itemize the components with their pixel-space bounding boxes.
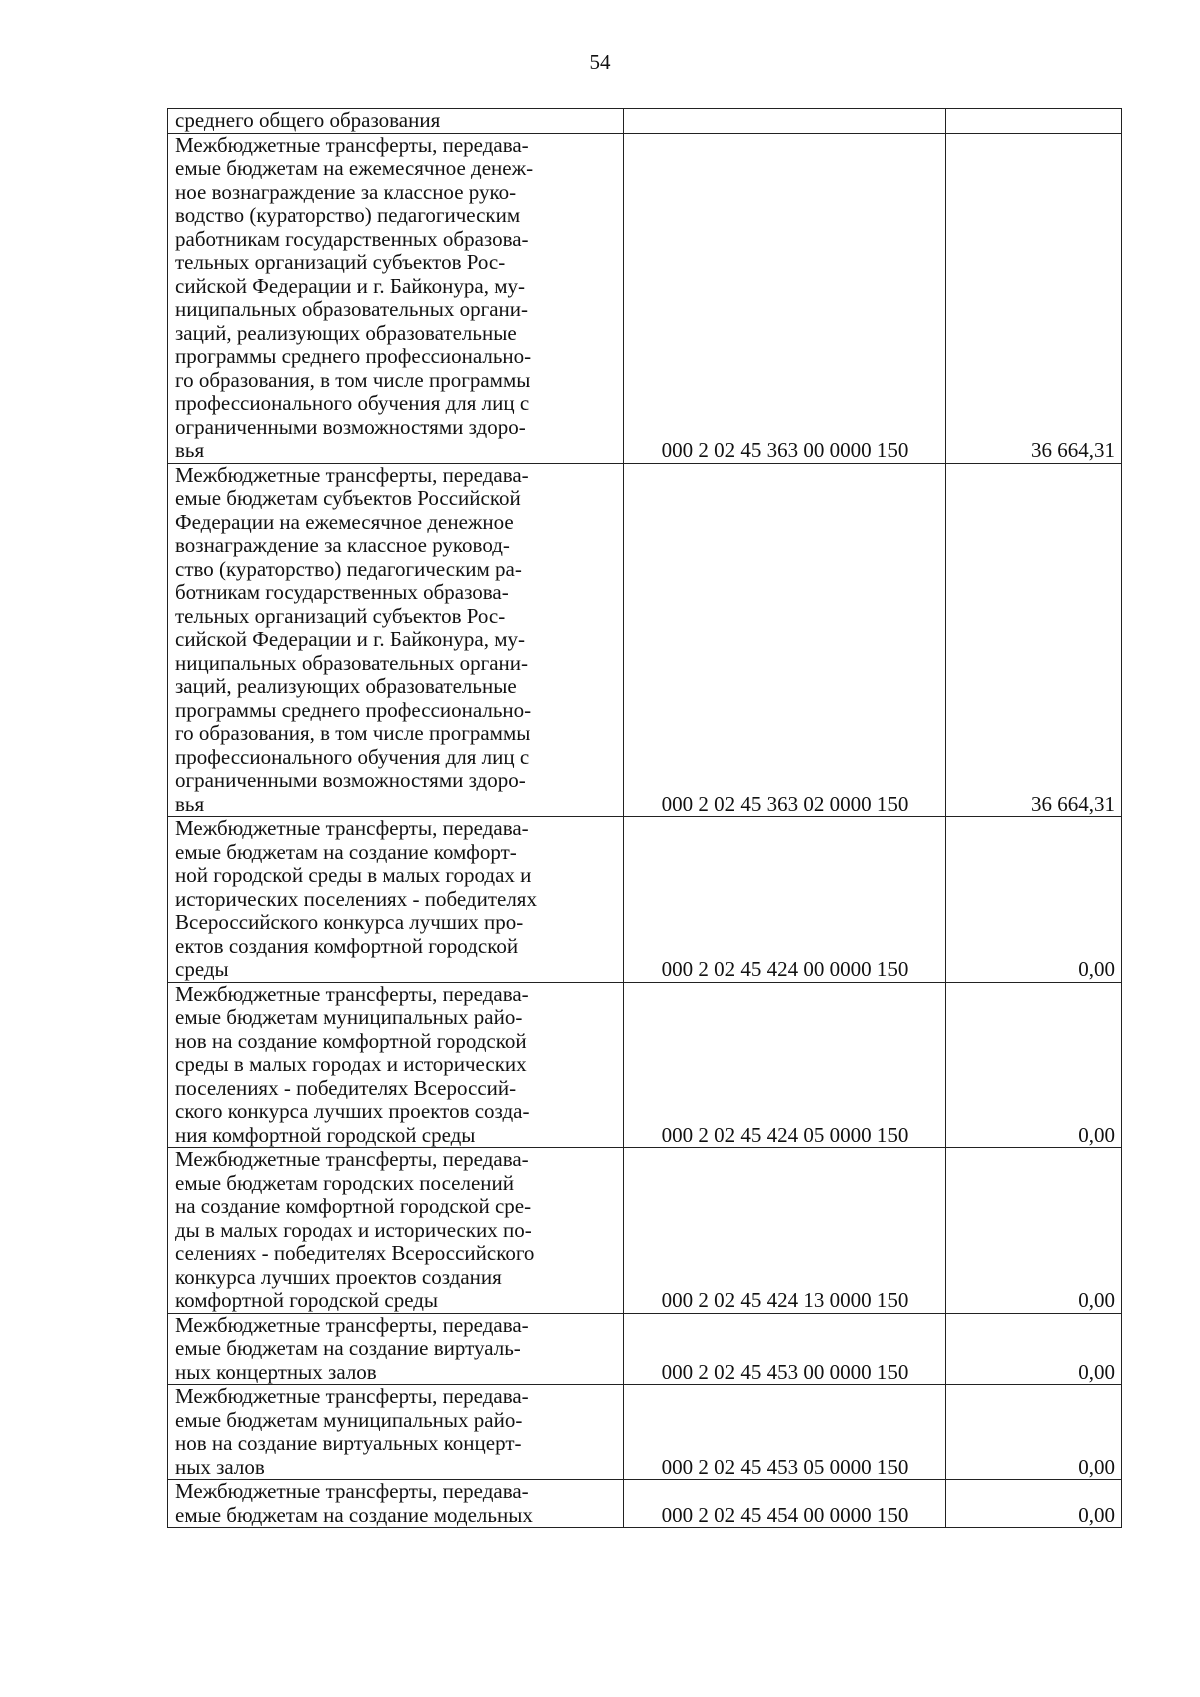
table-row xyxy=(168,133,1122,463)
amount: 0,00 xyxy=(946,1148,1122,1314)
description-line: Межбюджетные трансферты, передава- xyxy=(175,132,529,157)
amount: 0,00 xyxy=(946,817,1122,983)
amount: 0,00 xyxy=(946,982,1122,1148)
description-line: ное вознаграждение за классное руко- xyxy=(175,179,517,204)
description-line: емые бюджетам городских поселений xyxy=(175,1170,514,1195)
description-line: ство (кураторство) педагогическим ра- xyxy=(175,556,522,581)
description-line: ботникам государственных образова- xyxy=(175,580,509,604)
description-line: Межбюджетные трансферты, передава- xyxy=(175,1384,529,1408)
description-line: Межбюджетные трансферты, передава- xyxy=(175,1479,529,1503)
description-line: Межбюджетные трансферты, передава- xyxy=(175,981,529,1006)
description-line: комфортной городской среды xyxy=(175,1288,439,1312)
row-description xyxy=(168,1313,624,1385)
description-line: емые бюджетам на создание виртуаль- xyxy=(175,1336,521,1360)
description-line: нов на создание комфортной городской xyxy=(175,1028,527,1053)
description-line: сийской Федерации и г. Байконура, му- xyxy=(175,273,525,298)
table-row xyxy=(168,1313,1122,1385)
description-line: селениях - победителях Всероссийского xyxy=(175,1241,535,1265)
description-line: емые бюджетам муниципальных райо- xyxy=(175,1407,523,1432)
description-line: ды в малых городах и исторических по- xyxy=(175,1217,532,1242)
description-line: емые бюджетам субъектов Российской xyxy=(175,486,521,510)
row-description xyxy=(168,1480,624,1528)
description-line: Межбюджетные трансферты, передава- xyxy=(175,1147,529,1171)
row-description xyxy=(168,1385,624,1480)
row-description xyxy=(168,463,624,817)
description-line: ния комфортной городской среды xyxy=(175,1122,476,1147)
description-line: заций, реализующих образовательные xyxy=(175,320,517,345)
description-line: вья xyxy=(175,791,205,816)
description-line: программы среднего профессионально- xyxy=(175,344,532,368)
budget-classification-code: 000 2 02 45 424 00 0000 150 xyxy=(624,817,946,983)
description-line: поселениях - победителях Всероссий- xyxy=(175,1075,517,1100)
table-row xyxy=(168,109,1122,134)
row-description xyxy=(168,109,624,134)
table-row xyxy=(168,1148,1122,1314)
description-line: вья xyxy=(175,438,205,462)
description-line: ной городской среды в малых городах и xyxy=(175,863,532,887)
description-line: работникам государственных образова- xyxy=(175,226,529,251)
table-body xyxy=(168,109,1122,1528)
description-line: го образования, в том числе программы xyxy=(175,367,531,392)
description-line: водство (кураторство) педагогическим xyxy=(175,203,521,227)
table-row xyxy=(168,817,1122,983)
description-line: тельных организаций субъектов Рос- xyxy=(175,250,506,274)
description-line: сийской Федерации и г. Байконура, му- xyxy=(175,627,525,651)
description-line: конкурса лучших проектов создания xyxy=(175,1264,502,1289)
description-line: емые бюджетам на создание модельных xyxy=(175,1502,533,1527)
description-line: ектов создания комфортной городской xyxy=(175,933,519,958)
description-line: ограниченными возможностями здоро- xyxy=(175,414,526,439)
amount: 0,00 xyxy=(946,1385,1122,1480)
description-line: Межбюджетные трансферты, передава- xyxy=(175,462,529,487)
description-line: среды в малых городах и исторических xyxy=(175,1052,527,1076)
description-line: емые бюджетам муниципальных райо- xyxy=(175,1005,523,1029)
table-row xyxy=(168,1385,1122,1480)
description-line: среднего общего образования xyxy=(175,108,441,132)
amount: 36 664,31 xyxy=(946,463,1122,817)
description-line: емые бюджетам на ежемесячное денеж- xyxy=(175,156,534,180)
budget-classification-code xyxy=(624,109,946,134)
table-row xyxy=(168,463,1122,817)
description-line: ниципальных образовательных органи- xyxy=(175,297,529,321)
amount: 36 664,31 xyxy=(946,133,1122,463)
amount: 0,00 xyxy=(946,1313,1122,1385)
description-line: вознаграждение за классное руковод- xyxy=(175,533,510,557)
budget-classification-code: 000 2 02 45 453 00 0000 150 xyxy=(624,1313,946,1385)
description-line: ниципальных образовательных органи- xyxy=(175,650,529,675)
description-line: ных концертных залов xyxy=(175,1359,377,1384)
description-line: тельных организаций субъектов Рос- xyxy=(175,603,506,628)
description-line: Межбюджетные трансферты, передава- xyxy=(175,816,529,840)
description-line: го образования, в том числе программы xyxy=(175,721,531,745)
description-line: Федерации на ежемесячное денежное xyxy=(175,509,514,534)
row-description xyxy=(168,817,624,983)
budget-classification-code: 000 2 02 45 363 00 0000 150 xyxy=(624,133,946,463)
description-line: профессионального обучения для лиц с xyxy=(175,744,530,769)
description-line: на создание комфортной городской сре- xyxy=(175,1194,532,1218)
budget-classification-code: 000 2 02 45 424 13 0000 150 xyxy=(624,1148,946,1314)
row-description xyxy=(168,133,624,463)
description-line: среды xyxy=(175,957,229,981)
description-line: ского конкурса лучших проектов созда- xyxy=(175,1099,530,1123)
table-row xyxy=(168,982,1122,1148)
budget-classification-code: 000 2 02 45 454 00 0000 150 xyxy=(624,1480,946,1528)
budget-classification-code: 000 2 02 45 453 05 0000 150 xyxy=(624,1385,946,1480)
description-line: емые бюджетам на создание комфорт- xyxy=(175,839,517,864)
budget-classification-code: 000 2 02 45 424 05 0000 150 xyxy=(624,982,946,1148)
amount xyxy=(946,109,1122,134)
description-line: нов на создание виртуальных концерт- xyxy=(175,1431,522,1455)
description-line: исторических поселениях - победителях xyxy=(175,886,537,911)
description-line: Межбюджетные трансферты, передава- xyxy=(175,1312,529,1337)
amount: 0,00 xyxy=(946,1480,1122,1528)
row-description xyxy=(168,1148,624,1314)
row-description xyxy=(168,982,624,1148)
budget-table xyxy=(167,108,1122,1528)
description-line: Всероссийского конкурса лучших про- xyxy=(175,910,524,934)
budget-classification-code: 000 2 02 45 363 02 0000 150 xyxy=(624,463,946,817)
description-line: ограниченными возможностями здоро- xyxy=(175,768,526,792)
table-row xyxy=(168,1480,1122,1528)
description-line: профессионального обучения для лиц с xyxy=(175,391,530,415)
description-line: заций, реализующих образовательные xyxy=(175,674,517,698)
page-number: 54 xyxy=(589,50,611,74)
description-line: ных залов xyxy=(175,1454,265,1479)
description-line: программы среднего профессионально- xyxy=(175,697,532,722)
